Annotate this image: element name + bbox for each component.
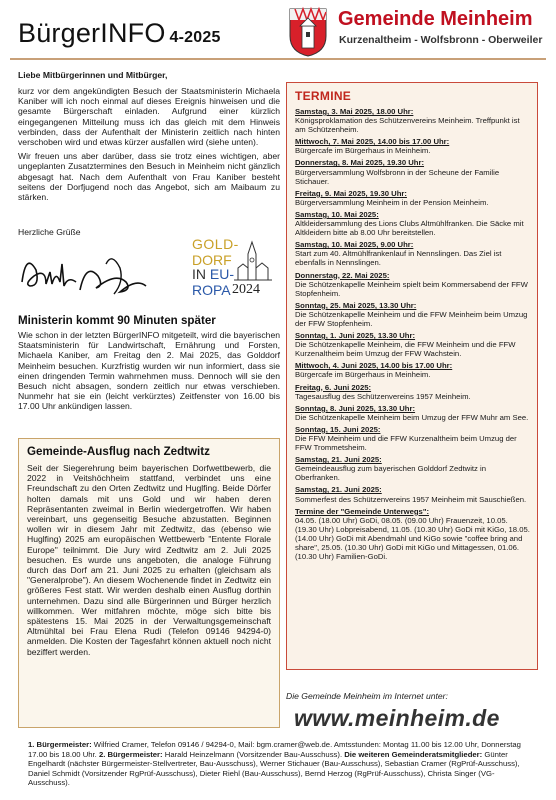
event-description: Altkleidersammlung des Lions Clubs Altmühlfranken. Die Säcke mit Altkleidern bitte ab 8.00 Uhr bereitstellen. [295, 219, 524, 238]
event-date: Samstag, 3. Mai 2025, 18.00 Uhr: [295, 107, 414, 116]
logo-text-eu: EU- [209, 266, 235, 282]
mayor-signature [16, 242, 176, 306]
logo-text-gold: GOLD- [192, 236, 239, 252]
events-box [286, 82, 538, 670]
event-item [295, 107, 531, 134]
event-description: Sommerfest des Schützenvereins 1957 Meinheim mit Sauschießen. [295, 494, 527, 504]
event-description: Bürgerversammlung Wolfsbronn in der Scheune der Familie Stichauer. [295, 167, 500, 186]
events-list [295, 107, 531, 564]
logo-year: 2024 [232, 282, 260, 297]
logo-text-in-eu [192, 266, 234, 282]
event-description: Die Schützenkapelle Meinheim spielt beim Kommersabend der FFW Stopfenheim. [295, 279, 528, 298]
excursion-text: Seit der Siegerehrung beim bayerischen Dorfwettbewerb, die 2022 in Veitshöchheim stattfand, verbindet uns eine Freundschaft zu den Orten Zedtwitz und Huglfing. Beide Dörfer holten damals mit uns Gold und wir haben deren Repräsentanten zweimal in Berlin wiedergetroffen. Wir haben vereinbart, uns gegenseitig Besuche abzustatten. Beginnen wollen wir in diesem Jahr mit Zedtwitz, das (ebenso wie Huglfing) 2025 am europäischen Wettbewerb "Entente Florale Europe" teilnimmt. Die Jury wird Zedtwitz am 2. Juli 2025 besuchen. Es wurde uns angeboten, die analoge Führung durch das Dorf am 21. Juni 2025 zu erhalten (gleichsam als "Generalprobe"). An diesem Wochenende findet in Zedtwitz ein größeres Fest statt. Wir werden deshalb einen Ausflug dorthin unternehmen. Dazu sind alle Bürgerinnen und Bürger herzlich willkommen. Wer mitfahren möchte, möge sich bitte bis spätestens 15. Mai 2025 in der Verwaltungsgemeinschaft Altmühltal bei Frau Elena Rudi (Telefon 09146 94294-0) anmelden. Die Kosten der Tagesfahrt können aktuell noch nicht beziffert werden. [27, 463, 271, 657]
event-item [295, 240, 531, 267]
footer-text: Harald Heinzelmann (Vorsitzender Bau-Ausschuss). [162, 749, 345, 759]
event-item [295, 210, 531, 237]
footer-label: 2. Bürgermeister: [98, 749, 163, 759]
municipality-districts: Kurzenaltheim - Wolfsbronn - Oberweiler [339, 34, 543, 46]
event-item [295, 507, 531, 562]
website-link[interactable]: www.meinheim.de [294, 705, 500, 731]
logo-text-ropa: ROPA [192, 282, 231, 298]
event-date: Samstag, 10. Mai 2025: [295, 209, 379, 219]
event-description: Bürgercafe im Bürgerhaus in Meinheim. [295, 370, 431, 380]
excursion-heading: Gemeinde-Ausflug nach Zedtwitz [27, 445, 210, 458]
event-item [295, 137, 531, 155]
event-date: Freitag, 6. Juni 2025: [295, 382, 372, 392]
event-description: Bürgercafe im Bürgerhaus in Meinheim. [295, 146, 431, 156]
event-date: Mittwoch, 4. Juni 2025, 14.00 bis 17.00 Uhr: [295, 361, 453, 371]
letter-greeting: Liebe Mitbürgerinnen und Mitbürger, [18, 70, 168, 80]
event-description: 04.05. (18.00 Uhr) GoDi, 08.05. (09.00 Uhr) Frauenzeit, 10.05. (19.30 Uhr) Lobpreisabend, 11.05. (10.30 Uhr) GoDi mit KiGo, 18.05. (14.00 Uhr) GoDi mit Abendmahl und KiGo sowie "coffee bring and share", 25.05. (10.30 Uhr) GoDi mit KiGo und Mittagessen, 01.06. (10.30 Uhr) Familien-GoDi. [295, 515, 530, 562]
event-description: Bürgerversammlung Meinheim in der Pension Meinheim. [295, 197, 489, 207]
website-label: Die Gemeinde Meinheim im Internet unter: [286, 691, 448, 701]
newsletter-title [18, 18, 221, 49]
newsletter-name: BürgerINFO [18, 18, 166, 48]
event-description: Start zum 40. Altmühlfrankenlauf in Nennslingen. Das Ziel ist ebenfalls in Nennslingen. [295, 249, 502, 268]
event-date: Samstag, 10. Mai 2025, 9.00 Uhr: [295, 240, 414, 250]
event-description: Gemeindeausflug zum bayerischen Golddorf Zedtwitz in Oberfranken. [295, 464, 487, 483]
event-date: Mittwoch, 7. Mai 2025, 14.00 bis 17.00 Uhr: [295, 137, 450, 147]
footer-text: Günter Engelhardt (nächster Bürgermeister-Stellvertreter, Bau-Ausschuss), Werner Stichauer (Bau-Ausschuss), Sebastian Cramer (RgPrüf-Ausschuss), Daniel Schmidt (Vorsitzender RgPrüf-Ausschuss), Dieter Riehl (Bau-Ausschuss), Bernd Herzog (RgPrüf-Ausschuss), Christa Singer (VG-Ausschuss). [28, 749, 520, 788]
minister-text: Wie schon in der letzten BürgerINFO mitgeteilt, wird die bayerischen Staatsministerin für Landwirtschaft, Ernährung und Forsten, Michaela Kaniber, am Freitag den 2. Mai 2025, das Golddorf Meinheim besuchen. Kurzfristig wurden wir nun informiert, dass sie einen dringenden Termin wahrnehmen muss. Dennoch will sie den Besuch nicht absagen, sondern zeitlich nur etwas verschieben. Nunmehr hat sie ein (leicht verkürztes) Zeitfenster von 16.00 bis 17.00 Uhr ankündigen lassen. [18, 330, 280, 412]
event-date: Sonntag, 8. Juni 2025, 13.30 Uhr: [295, 403, 416, 413]
event-description: Die FFW Meinheim und die FFW Kurzenaltheim beim Umzug der FFW Trommetsheim. [295, 434, 517, 453]
event-date: Termine der "Gemeinde Unterwegs": [295, 506, 430, 516]
council-footer [28, 740, 536, 788]
letter-paragraph: kurz vor dem angekündigten Besuch der Staatsministerin Michaela Kaniber will ich noch einmal auf dieses Ereignis hinweisen und die gesamte Bürgerschaft einladen. Aufgrund einer kürzlich eingegangenen Mitteilung muss ich das gleich mit dem Hinweis verbinden, dass der Aufenthalt der Ministerin zeitlich nach hinten verschoben wird und etwas kürzer ausfallen wird (siehe unten). [18, 86, 280, 148]
municipality-name: Gemeinde Meinheim [338, 8, 533, 30]
event-item [295, 158, 531, 185]
event-date: Samstag, 21. Juni 2025: [295, 485, 382, 495]
event-date: Sonntag, 25. Mai 2025, 13.30 Uhr: [295, 300, 417, 310]
event-item [295, 404, 531, 422]
event-description: Die Schützenkapelle Meinheim beim Umzug der FFW Muhr am See. [295, 412, 529, 422]
footer-label: 1. Bürgermeister: [28, 740, 92, 749]
golddorf-europa-logo [192, 236, 276, 306]
footer-label: Die weiteren Gemeinderatsmitglieder: [344, 749, 483, 759]
event-item [295, 361, 531, 379]
event-date: Donnerstag, 8. Mai 2025, 19.30 Uhr: [295, 158, 425, 168]
minister-heading: Ministerin kommt 90 Minuten später [18, 314, 216, 327]
event-item [295, 485, 531, 503]
event-date: Donnerstag, 22. Mai 2025: [295, 270, 390, 280]
event-item [295, 301, 531, 328]
event-date: Freitag, 9. Mai 2025, 19.30 Uhr: [295, 188, 407, 198]
letter-paragraph: Wir freuen uns aber darüber, dass sie trotz eines wichtigen, aber ungeplanten Zusatztermines den Besuch in Meinheim nicht gänzlich abgesagt hat. Nach dem Aufenthalt von Frau Kaniber besteht seitens der Dorfjugend noch das Angebot, sich am Maibaum zu stärken. [18, 151, 280, 203]
footer-text: Wilfried Cramer, Telefon 09146 / 94294-0, Mail: bgm.cramer@web.de. Amtsstunden: Montag 11.00 bis 12.00 Uhr, Donnerstag 17.00 bis 18.00 Uhr. [28, 740, 521, 759]
event-item [295, 189, 531, 207]
event-item [295, 455, 531, 482]
municipal-crest-icon [287, 6, 329, 58]
event-description: Tagesausflug des Schützenvereins 1957 Meinheim. [295, 391, 471, 401]
header-divider [10, 58, 546, 60]
event-description: Die Schützenkapelle Meinheim, die FFW Meinheim und die FFW Kurzenaltheim beim Umzug der FFW Wachstein. [295, 340, 516, 359]
issue-number: 4-2025 [169, 29, 221, 46]
letter-body [18, 86, 280, 206]
event-date: Sonntag, 1. Juni 2025, 13.30 Uhr: [295, 331, 416, 341]
event-item [295, 271, 531, 298]
event-item [295, 331, 531, 358]
excursion-box [18, 438, 280, 728]
event-description: Die Schützenkapelle Meinheim und die FFW Meinheim beim Umzug der FFW Stopfenheim. [295, 309, 528, 328]
village-skyline-icon [232, 238, 274, 282]
event-item [295, 425, 531, 452]
event-description: Königsproklamation des Schützenvereins Meinheim. Treffpunkt ist am Schützenheim. [295, 116, 520, 135]
event-date: Sonntag, 15. Juni 2025: [295, 424, 381, 434]
letter-closing: Herzliche Grüße [18, 227, 81, 237]
logo-text-in: IN [192, 266, 206, 282]
event-date: Samstag, 21. Juni 2025: [295, 455, 382, 465]
event-item [295, 383, 531, 401]
logo-text-dorf: DORF [192, 252, 232, 268]
events-heading: TERMINE [295, 89, 352, 103]
